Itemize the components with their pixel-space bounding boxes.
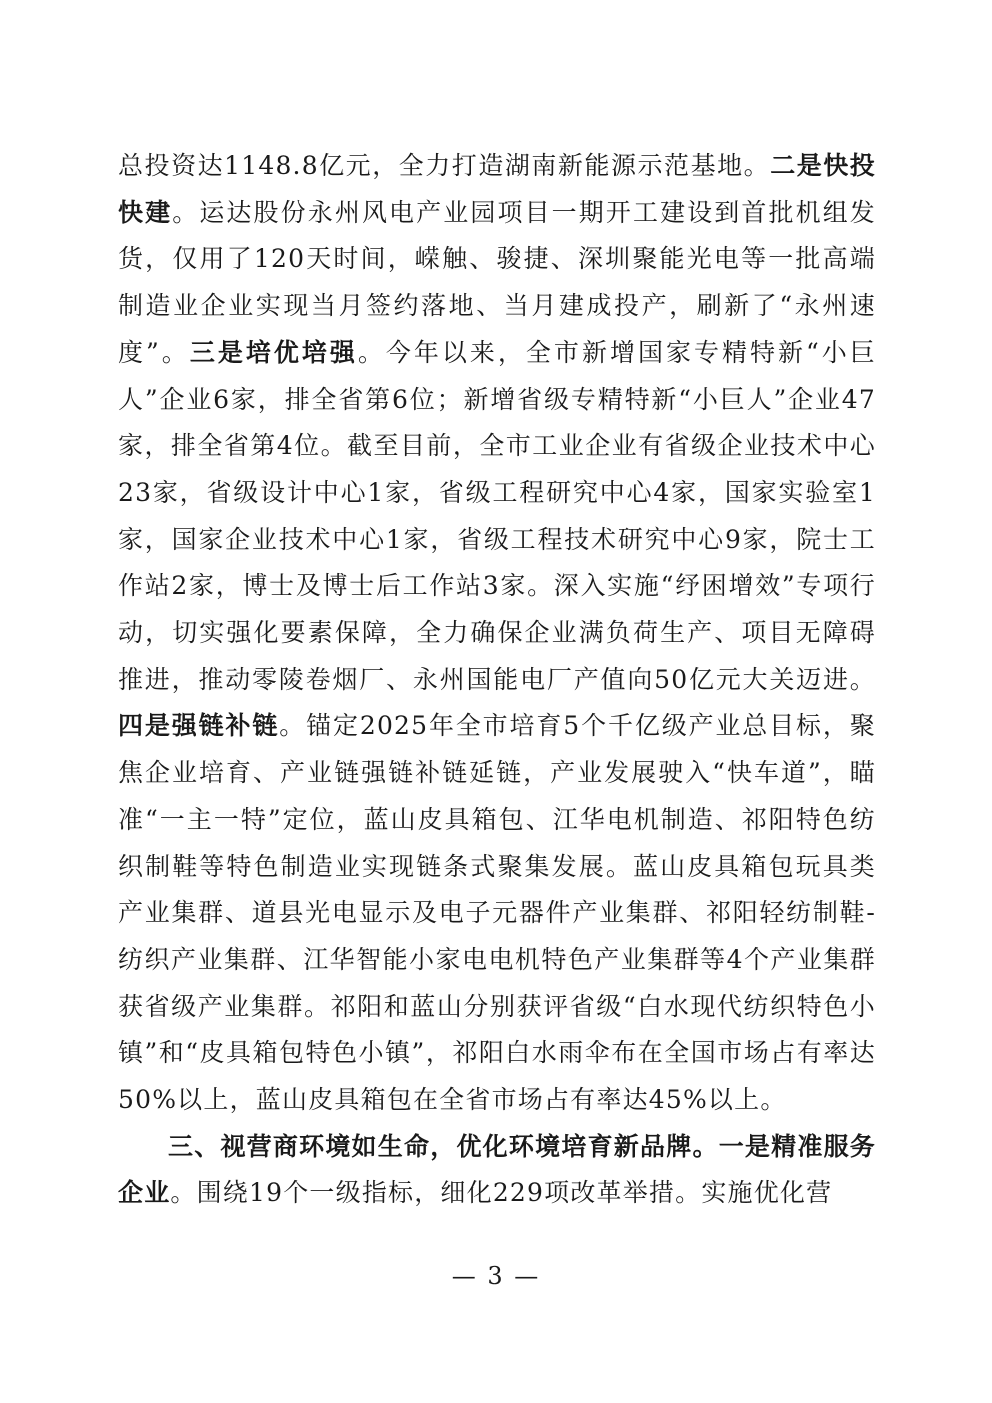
heading-jingzhunfuwu: 一是精准服务企业 <box>118 1131 877 1208</box>
paragraph-1-sentence-1: 总投资达1148.8亿元，全力打造湖南新能源示范基地。 <box>118 151 771 180</box>
paragraph-1-sentence-4: 。锚定2025年全市培育5个千亿级产业总目标，聚焦企业培育、产业链强链补链延链，产业发展驶入“快车道”，瞄准“一主一特”定位，蓝山皮具箱包、江华电机制造、祁阳特色纺织制鞋等特色制造业实现链条式聚集发展。蓝山皮具箱包玩具类产业集群、道县光电显示及电子元器件产业集群、祁阳轻纺制鞋-纺织产业集群、江华智能小家电电机特色产业集群等4个产业集群获省级产业集群。祁阳和蓝山分别获评省级“白水现代纺织特色小镇”和“皮具箱包特色小镇”，祁阳白水雨伞布在全国市场占有率达50%以上，蓝山皮具箱包在全省市场占有率达45%以上。 <box>118 711 876 1115</box>
paragraph-1-sentence-3: 。今年以来，全市新增国家专精特新“小巨人”企业6家，排全省第6位；新增省级专精特新“小巨人”企业47家，排全省第4位。截至目前，全市工业企业有省级企业技术中心23家，省级设计中心1家，省级工程研究中心4家，国家实验室1家，国家企业技术中心1家，省级工程技术研究中心9家，院士工作站2家，博士及博士后工作站3家。深入实施“纾困增效”专项行动，切实强化要素保障，全力确保企业满负荷生产、项目无障碍推进，推动零陵卷烟厂、永州国能电厂产值向50亿元大关迈进。 <box>118 337 876 694</box>
paragraph-2 <box>118 1124 876 1217</box>
page-number: — 3 — <box>451 1262 541 1290</box>
paragraph-1-sentence-2: 。运达股份永州风电产业园项目一期开工建设到首批机组发货，仅用了120天时间，嵘触、骏捷、深圳聚能光电等一批高端制造业企业实现当月签约落地、当月建成投产，刷新了“永州速度”。 <box>118 197 877 367</box>
section-heading-3: 三、视营商环境如生命，优化环境培育新品牌。 <box>168 1131 719 1161</box>
heading-peiyoupeiqiang: 三是培优培强 <box>189 337 358 367</box>
heading-kuaitoukuaijian: 二是快投快建 <box>118 151 876 227</box>
body-text <box>118 143 876 1217</box>
paragraph-1 <box>118 143 876 1124</box>
heading-qianglianbulian: 四是强链补链 <box>118 711 280 741</box>
paragraph-2-sentence-1: 。围绕19个一级指标，细化229项改革举措。实施优化营 <box>170 1178 833 1208</box>
